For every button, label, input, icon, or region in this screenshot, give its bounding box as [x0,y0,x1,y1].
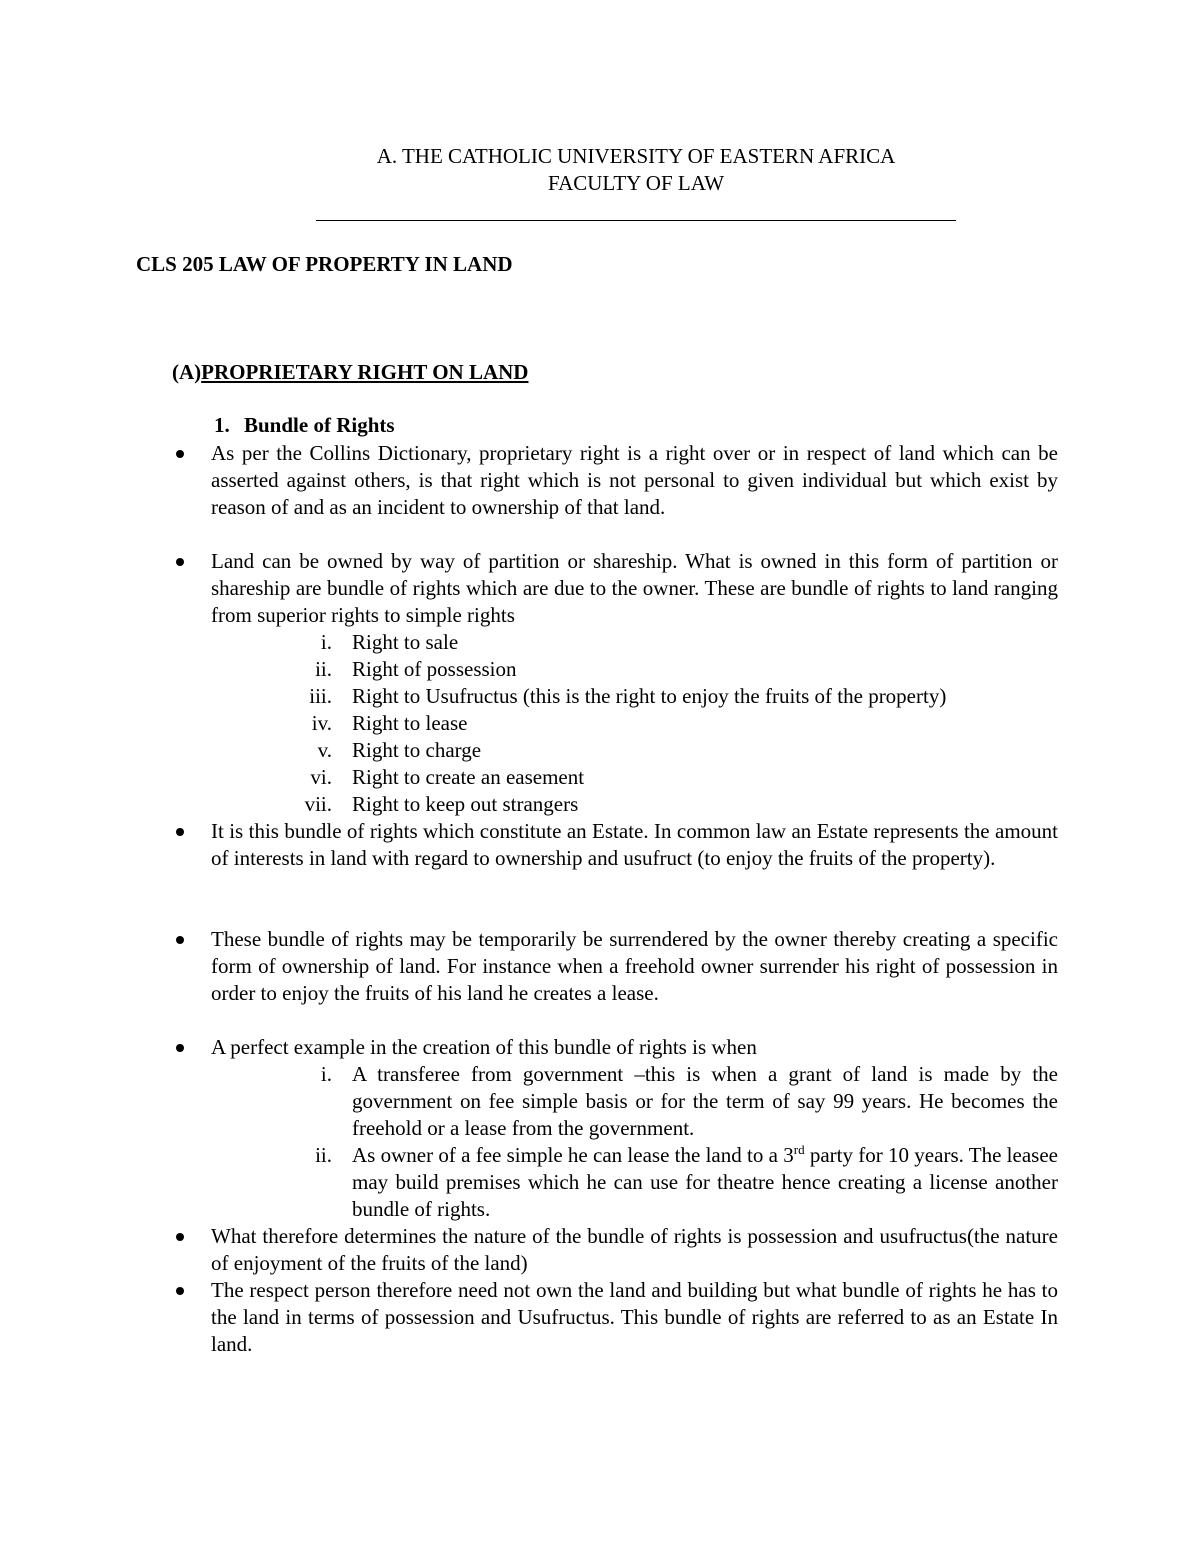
paragraph-text: As per the Collins Dictionary, proprietary right is a right over or in respect of land which can be asserted against others, is that right which is not personal to given individual but which exist by reason of and as an incident to ownership of that land. [211,441,1058,519]
course-title: CLS 205 LAW OF PROPERTY IN LAND [136,252,513,276]
header-divider [316,220,956,221]
list-text [352,1142,1058,1223]
section-title: PROPRIETARY RIGHT ON LAND [201,360,529,384]
list-number: vi. [310,765,332,789]
list-text-part: party for 10 years. The leasee may build premises which he can use for theatre hence creating a license another bundle of rights. [352,1143,1058,1221]
list-item [315,656,1058,683]
list-item [310,764,1058,791]
list-number: vii. [304,792,332,816]
list-item [304,791,1058,818]
paragraph-text: What therefore determines the nature of the bundle of rights is possession and usufructus(the nature of enjoyment of the fruits of the land) [211,1224,1058,1275]
bullet-paragraph [211,926,1058,1007]
list-number: ii. [315,657,332,681]
paragraph-text: It is this bundle of rights which constitute an Estate. In common law an Estate represents the amount of interests in land with regard to ownership and usufruct (to enjoy the fruits of the property). [211,819,1058,870]
list-item [315,1142,1058,1223]
bullet-paragraph [211,1034,1058,1061]
paragraph-text: The respect person therefore need not own the land and building but what bundle of rights he has to the land in terms of possession and Usufructus. This bundle of rights are referred to as an Estate In land. [211,1278,1058,1356]
list-item [317,737,1058,764]
bullet-paragraph [211,548,1058,629]
faculty-name: FACULTY OF LAW [547,171,725,195]
bullet-paragraph [211,1277,1058,1358]
list-number: i. [320,630,332,654]
bullet-paragraph [211,440,1058,521]
section-heading [172,359,528,386]
list-text: A transferee from government –this is when a grant of land is made by the government on fee simple basis or for the term of say 99 years. He becomes the freehold or a lease from the government. [352,1062,1058,1140]
subsection-title: Bundle of Rights [244,413,395,437]
list-text: Right to Usufructus (this is the right to enjoy the fruits of the property) [352,684,947,708]
list-text: Right of possession [352,657,517,681]
list-number: i. [320,1062,332,1086]
paragraph-text: Land can be owned by way of partition or shareship. What is owned in this form of partition or shareship are bundle of rights which are due to the owner. These are bundle of rights to land ranging from superior rights to simple rights [211,549,1058,627]
ordinal-suffix: rd [793,1142,805,1157]
list-item [320,1061,1058,1142]
list-number: iv. [311,711,332,735]
paragraph-text: These bundle of rights may be temporarily be surrendered by the owner thereby creating a specific form of ownership of land. For instance when a freehold owner surrender his right of possession in order to enjoy the fruits of his land he creates a lease. [211,927,1058,1005]
list-item [309,683,1058,710]
list-text: Right to sale [352,630,459,654]
list-item [320,629,1058,656]
list-text: Right to create an easement [352,765,585,789]
list-text: Right to keep out strangers [352,792,579,816]
list-text: Right to lease [352,711,468,735]
section-prefix: (A) [172,360,202,384]
bullet-paragraph [211,1223,1058,1277]
list-item [311,710,1058,737]
list-text: Right to charge [352,738,482,762]
subsection-number: 1. [214,413,230,437]
bullet-paragraph [211,818,1058,872]
list-number: ii. [315,1143,332,1167]
subsection-heading [214,412,395,439]
list-number: iii. [309,684,332,708]
list-number: v. [317,738,332,762]
list-text-part: As owner of a fee simple he can lease the land to a 3 [352,1143,794,1167]
university-name: A. THE CATHOLIC UNIVERSITY OF EASTERN AFRICA [376,144,896,168]
paragraph-text: A perfect example in the creation of this bundle of rights is when [211,1035,757,1059]
